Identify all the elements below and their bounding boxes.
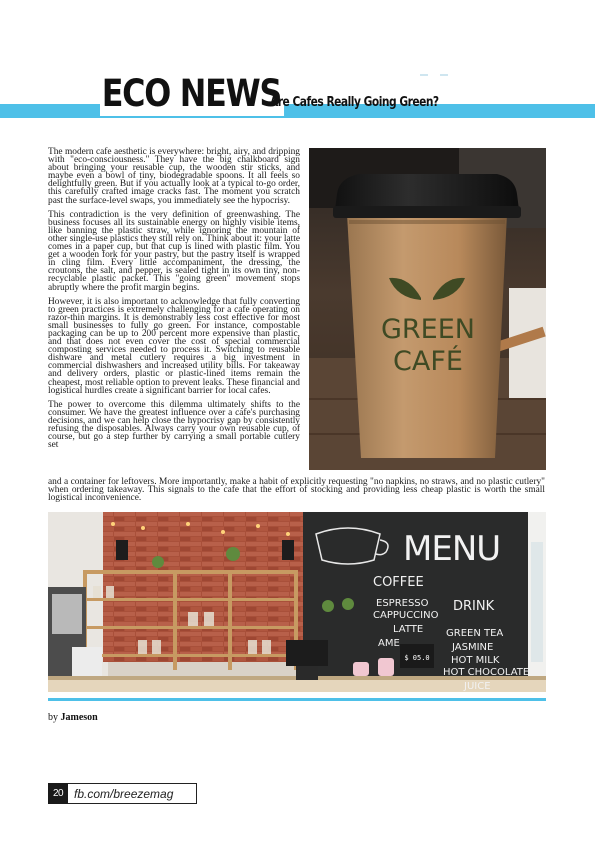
chalk-drink-item: JUICE <box>464 681 491 692</box>
byline-author: Jameson <box>60 712 98 723</box>
mini-price-sign: $ 05.0 <box>404 654 430 662</box>
page-footer <box>48 783 197 804</box>
chalk-coffee-heading: COFFEE <box>373 575 424 590</box>
chalk-drink-heading: DRINK <box>453 599 495 614</box>
chalk-coffee-item: CAPPUCCINO <box>373 610 439 621</box>
byline-prefix: by <box>48 712 58 723</box>
cup-photo <box>309 148 546 470</box>
masthead-decoration <box>440 74 448 76</box>
facebook-link[interactable]: fb.com/breezemag <box>68 783 197 804</box>
article-paragraph: However, it is also important to acknowledge that fully converting to green practices is extremely challenging for a cafe operating on razor-thin margins. It is demonstrably less cost effective for most small businesses to fully go green. For instance, compostable packaging can be up to 200 percent more expensive than plastic, and that does not even cover the cost of special commercial composting services needed to process it. Switching to reusable dishware and metal cutlery requires a big investment in commercial dishwashers and increased utility bills. For takeaway and delivery orders, plastic or plastic-lined items remain the cheapest, most reliable option to prevent leaks. These financial and logistical hurdles create a significant barrier for local cafes. <box>48 296 300 396</box>
chalk-drink-item: HOT MILK <box>451 655 500 666</box>
page-number: 20 <box>48 783 68 804</box>
chalk-coffee-item: AME <box>378 638 400 649</box>
article-end-rule <box>48 698 546 701</box>
article-headline: Are Cafes Really Going Green? <box>270 95 439 110</box>
chalk-drink-item: GREEN TEA <box>446 628 504 639</box>
chalk-menu-title: MENU <box>403 529 501 569</box>
article-paragraph: This contradiction is the very definition of greenwashing. The business focuses all its sustainable energy on highly visible items, like banning the plastic straw, while ignoring the mountain of other single-use plastics they still rely on. Think about it: your latte comes in a paper cup, but that cup is lined with plastic film. You get a wooden fork for your pastry, but the pastry itself is wrapped in cling film. Every little accompaniment, the dressing, the croutons, the salt, and pepper, is sealed tight in its own tiny, non-recyclable plastic packet. This "going green" movement stops abruptly where the profit margin begins. <box>48 209 300 293</box>
chalk-drink-item: JASMINE <box>452 642 494 653</box>
chalk-coffee-item: LATTE <box>393 624 424 635</box>
article-paragraph-full-width: and a container for leftovers. More importantly, make a habit of explicitly requesting "no napkins, no straws, and no plastic cutlery" when ordering takeaway. This signals to the cafe that the effort of stocking and providing less cheap plastic is worth the small logistical inconvenience. <box>48 477 545 504</box>
section-title: ECO NEWS <box>100 72 284 116</box>
cup-text-cafe: CAFÉ <box>393 346 463 377</box>
chalk-coffee-item: ESPRESSO <box>376 598 429 609</box>
cup-text-green: GREEN <box>381 314 475 345</box>
article-column <box>48 148 300 449</box>
chalk-drink-item: HOT CHOCOLATE <box>443 667 530 678</box>
article-paragraph: The power to overcome this dilemma ultimately shifts to the consumer. We have the greatest influence over a cafe's purchasing decisions, and we can help close the hypocrisy gap by consistently refusing the disposables. Always carry your own reusable cup, of course, but go a step further by carrying a small portable cutlery set <box>48 399 300 451</box>
cafe-interior-photo <box>48 512 546 692</box>
article-paragraph: The modern cafe aesthetic is everywhere: bright, airy, and dripping with "eco-consciousness." They have the big chalkboard sign about bringing your reusable cup, the wooden stir sticks, and maybe even a bowl of tiny, biodegradable spoons. It all feels so delightfully green. But if you actually look at a typical to-go order, this carefully crafted image cracks fast. The moment you scratch past the surface-level swaps, you immediately see the hypocrisy. <box>48 147 300 206</box>
byline <box>48 712 98 723</box>
masthead-decoration <box>420 74 428 76</box>
